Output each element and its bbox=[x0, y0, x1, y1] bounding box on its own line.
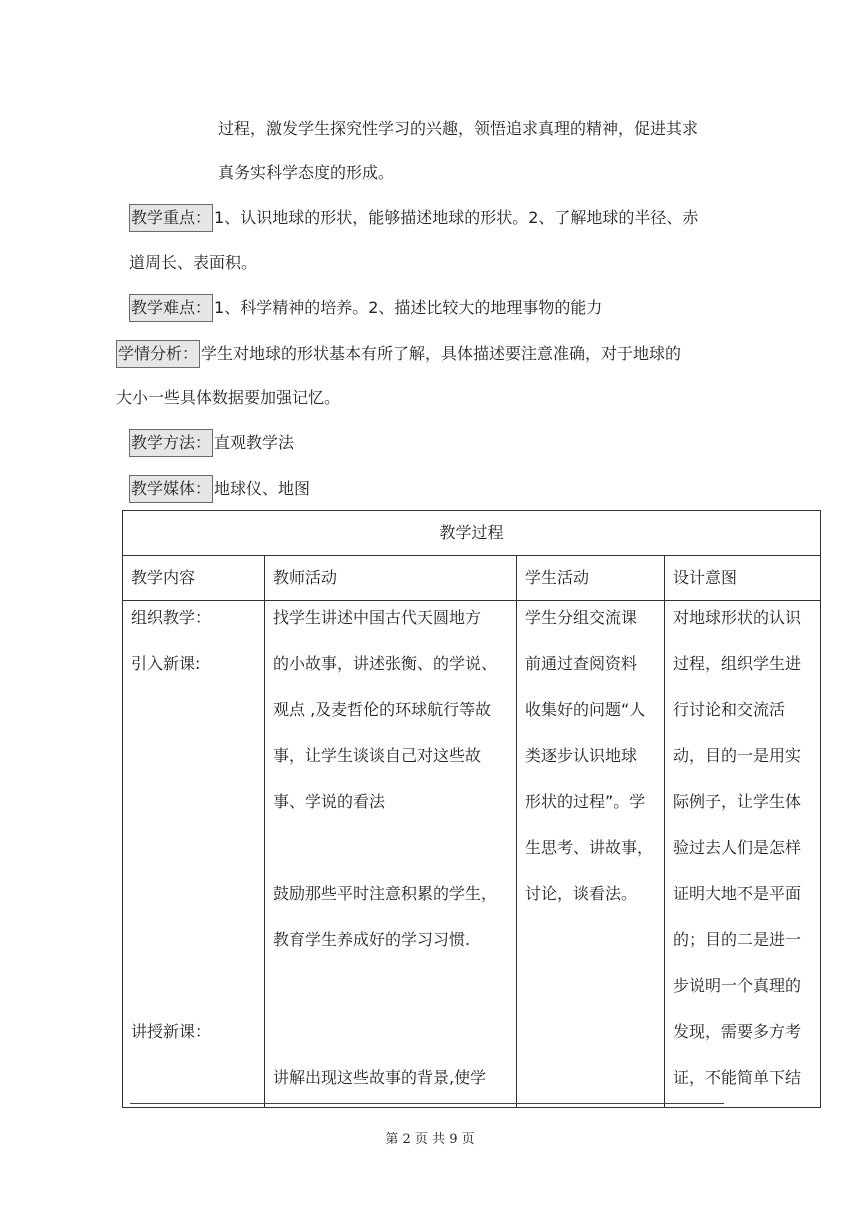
content-line bbox=[131, 923, 256, 969]
teacher-line bbox=[273, 1015, 508, 1061]
intro-line-1: 过程，激发学生探究性学习的兴趣，领悟追求真理的精神，促进其求 bbox=[218, 119, 699, 138]
design-line: 证，不能简单下结 bbox=[673, 1068, 802, 1087]
analysis-row bbox=[116, 340, 681, 368]
content-line bbox=[131, 831, 256, 877]
teacher-line: 找学生讲述中国古代天圆地方 bbox=[273, 608, 482, 627]
content-line bbox=[131, 739, 256, 785]
design-line: 发现，需要多方考 bbox=[673, 1022, 802, 1041]
header-content: 教学内容 bbox=[123, 556, 265, 601]
content-line bbox=[131, 969, 256, 1015]
student-line bbox=[525, 1061, 656, 1107]
student-line: 类逐步认识地球 bbox=[525, 746, 638, 765]
key-points-row bbox=[129, 204, 698, 232]
teacher-line: 事，让学生谈谈自己对这些故 bbox=[273, 746, 482, 765]
content-line: 组织教学： bbox=[131, 608, 212, 627]
content-line: 引入新课: bbox=[131, 654, 201, 673]
teacher-line: 教育学生养成好的学习习惯. bbox=[273, 930, 471, 949]
header-student: 学生活动 bbox=[517, 556, 665, 601]
media-label: 教学媒体： bbox=[129, 475, 213, 503]
analysis-continuation: 大小一些具体数据要加强记忆。 bbox=[116, 388, 341, 407]
content-line: 讲授新课： bbox=[131, 1022, 212, 1041]
content-line bbox=[131, 785, 256, 831]
design-line: 的；目的二是进一 bbox=[673, 930, 802, 949]
method-label: 教学方法： bbox=[129, 429, 213, 457]
analysis-text: 学生对地球的形状基本有所了解，具体描述要注意准确，对于地球的 bbox=[201, 344, 682, 363]
content-line bbox=[131, 1061, 256, 1107]
design-line: 际例子，让学生体 bbox=[673, 792, 802, 811]
design-line: 证明大地不是平面 bbox=[673, 884, 802, 903]
teaching-process-table bbox=[122, 510, 821, 1108]
table-caption: 教学过程 bbox=[123, 511, 821, 556]
design-line: 过程，组织学生进 bbox=[673, 654, 802, 673]
intro-line-2: 真务实科学态度的形成。 bbox=[218, 163, 395, 182]
difficulties-text: 1、科学精神的培养。2、描述比较大的地理事物的能力 bbox=[214, 298, 603, 317]
header-design: 设计意图 bbox=[665, 556, 821, 601]
analysis-label: 学情分析： bbox=[116, 340, 200, 368]
student-line bbox=[525, 969, 656, 1015]
student-cell bbox=[517, 601, 665, 1108]
key-points-label: 教学重点： bbox=[129, 204, 213, 232]
design-cell bbox=[665, 601, 821, 1108]
content-line bbox=[131, 693, 256, 739]
teacher-line: 事、学说的看法 bbox=[273, 792, 386, 811]
page-number: 第 2 页 共 9 页 bbox=[385, 1132, 475, 1147]
teacher-line: 的小故事，讲述张衡、的学说、 bbox=[273, 654, 498, 673]
student-line bbox=[525, 1015, 656, 1061]
design-line: 验过去人们是怎样 bbox=[673, 838, 802, 857]
design-line: 动，目的一是用实 bbox=[673, 746, 802, 765]
content-cell bbox=[123, 601, 265, 1108]
header-teacher: 教师活动 bbox=[265, 556, 517, 601]
student-line: 收集好的问题“人 bbox=[525, 700, 646, 719]
difficulties-row bbox=[129, 294, 602, 322]
teacher-line: 观点 ,及麦哲伦的环球航行等故 bbox=[273, 700, 492, 719]
student-line: 学生分组交流课 bbox=[525, 608, 638, 627]
teacher-cell bbox=[265, 601, 517, 1108]
design-line: 步说明一个真理的 bbox=[673, 976, 802, 995]
student-line: 形状的过程”。学 bbox=[525, 792, 646, 811]
content-line bbox=[131, 877, 256, 923]
teacher-line bbox=[273, 969, 508, 1015]
student-line: 生思考、讲故事， bbox=[525, 838, 654, 857]
method-row bbox=[129, 429, 294, 457]
key-points-text: 1、认识地球的形状，能够描述地球的形状。2、了解地球的半径、赤 bbox=[214, 208, 699, 227]
student-line: 前通过查阅资料 bbox=[525, 654, 638, 673]
student-line bbox=[525, 923, 656, 969]
teacher-line bbox=[273, 831, 508, 877]
media-row bbox=[129, 475, 310, 503]
method-text: 直观教学法 bbox=[214, 433, 295, 452]
difficulties-label: 教学难点： bbox=[129, 294, 213, 322]
student-line: 讨论，谈看法。 bbox=[525, 884, 638, 903]
footer-divider bbox=[130, 1103, 724, 1104]
teacher-line: 讲解出现这些故事的背景,使学 bbox=[273, 1068, 487, 1087]
key-points-continuation: 道周长、表面积。 bbox=[129, 253, 258, 272]
design-line: 对地球形状的认识 bbox=[673, 608, 802, 627]
teacher-line: 鼓励那些平时注意积累的学生， bbox=[273, 884, 498, 903]
media-text: 地球仪、地图 bbox=[214, 479, 311, 498]
design-line: 行讨论和交流活 bbox=[673, 700, 786, 719]
